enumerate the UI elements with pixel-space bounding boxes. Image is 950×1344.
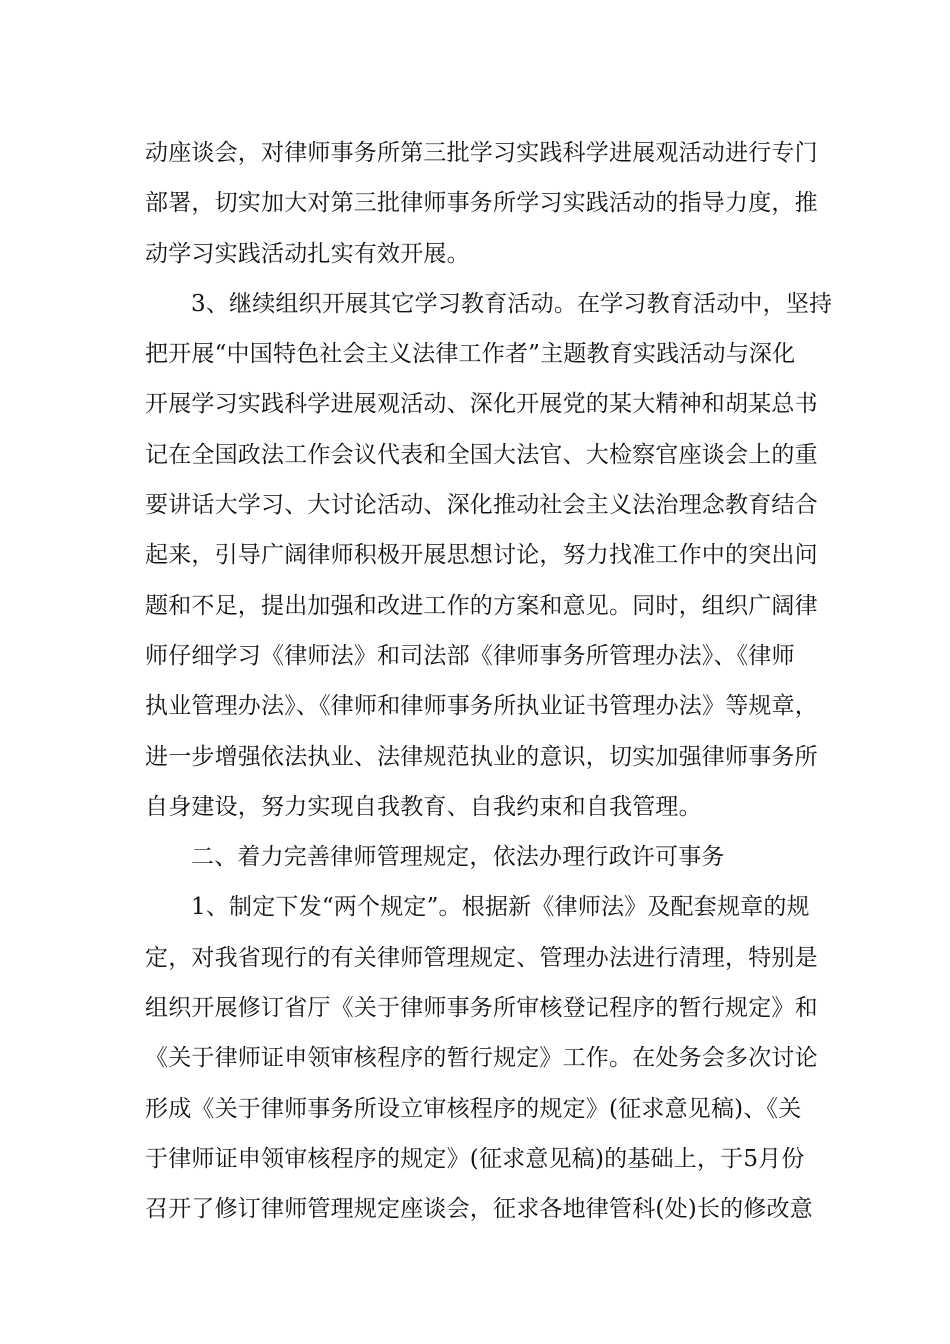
paragraph-start-line: 3、继续组织开展其它学习教育活动。在学习教育活动中，坚持 <box>191 290 833 317</box>
text-line: 要讲话大学习、大讨论活动、深化推动社会主义法治理念教育结合 <box>145 492 818 519</box>
text-line: 于律师证申领审核程序的规定》(征求意见稿)的基础上，于5月份 <box>145 1145 805 1172</box>
text-line: 执业管理办法》、《律师和律师事务所执业证书管理办法》等规章， <box>145 693 818 720</box>
text-line: 自身建设，努力实现自我教育、自我约束和自我管理。 <box>145 793 702 820</box>
text-line: 动座谈会，对律师事务所第三批学习实践科学进展观活动进行专门 <box>145 140 818 166</box>
text-line: 题和不足，提出加强和改进工作的方案和意见。同时，组织广阔律 <box>145 592 818 619</box>
text-line: 师仔细学习《律师法》和司法部《律师事务所管理办法》、《律师 <box>145 642 795 669</box>
text-line: 定，对我省现行的有关律师管理规定、管理办法进行清理，特别是 <box>145 944 818 971</box>
text-line: 组织开展修订省厅《关于律师事务所审核登记程序的暂行规定》和 <box>145 995 818 1022</box>
text-line: 起来，引导广阔律师积极开展思想讨论，努力找准工作中的突出问 <box>145 542 818 569</box>
text-line: 动学习实践活动扎实有效开展。 <box>145 240 470 267</box>
text-line: 《关于律师证申领审核程序的暂行规定》工作。在处务会多次讨论 <box>145 1045 818 1072</box>
text-line: 开展学习实践科学进展观活动、深化开展党的某大精神和胡某总书 <box>145 391 818 418</box>
text-line: 把开展“中国特色社会主义法律工作者”主题教育实践活动与深化 <box>145 341 796 368</box>
text-line: 形成《关于律师事务所设立审核程序的规定》(征求意见稿)、《关 <box>145 1095 802 1122</box>
document-body <box>145 128 833 1235</box>
paragraph-start-line: 1、制定下发“两个规定”。根据新《律师法》及配套规章的规 <box>191 894 810 921</box>
text-line: 部署，切实加大对第三批律师事务所学习实践活动的指导力度，推 <box>145 190 818 217</box>
section-heading: 二、着力完善律师管理规定，依法办理行政许可事务 <box>191 844 725 871</box>
text-line: 进一步增强依法执业、法律规范执业的意识，切实加强律师事务所 <box>145 743 818 770</box>
text-line: 召开了修订律师管理规定座谈会，征求各地律管科(处)长的修改意 <box>145 1196 813 1223</box>
text-line: 记在全国政法工作会议代表和全国大法官、大检察官座谈会上的重 <box>145 441 818 468</box>
